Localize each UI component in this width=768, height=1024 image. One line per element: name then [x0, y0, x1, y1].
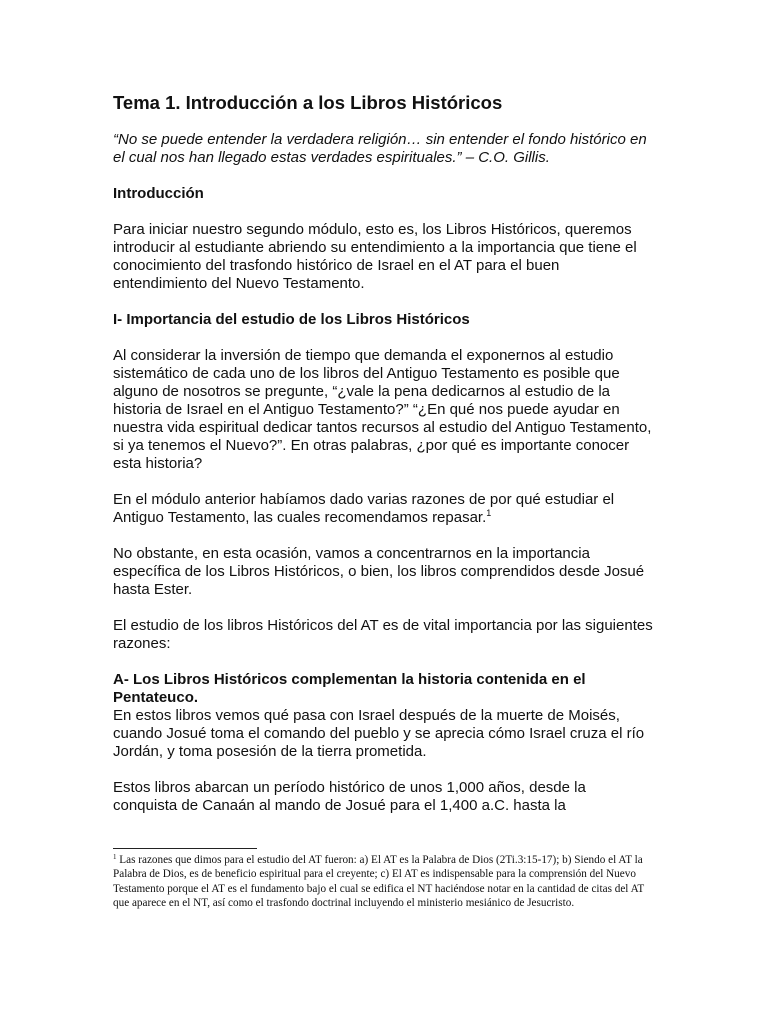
- heading-importancia: I- Importancia del estudio de los Libros Históricos: [113, 311, 470, 328]
- heading-section-a: A- Los Libros Históricos complementan la historia contenida en el Pentateuco.: [113, 671, 586, 706]
- footnote-text: [113, 853, 653, 910]
- footnote-separator: [113, 848, 257, 849]
- footnote-body: Las razones que dimos para el estudio del AT fueron: a) El AT es la Palabra de Dios (2Ti.3:15-17); b) Siendo el AT la Palabra de Dios, es de beneficio espiritual para el creyente; c) El AT es indispensable para la comprensión del Nuevo Testamento porque el AT es el fundamento bajo el cual se edifica el NT haciéndose notar en la cantidad de citas del AT que aparece en el NT, así como el trasfondo doctrinal incluyendo el ministerio mesiánico de Jesucristo.: [113, 854, 645, 909]
- document-page: [113, 92, 653, 833]
- importancia-paragraph-2-text: En el módulo anterior habíamos dado varias razones de por qué estudiar el Antiguo Testamento, las cuales recomendamos repasar.: [113, 491, 615, 526]
- heading-introduccion: Introducción: [113, 185, 204, 202]
- section-a-paragraph-1: En estos libros vemos qué pasa con Israel después de la muerte de Moisés, cuando Josué toma el comando del pueblo y se aprecia cómo Israel cruza el río Jordán, y toma posesión de la tierra prometida.: [113, 707, 645, 760]
- section-a-paragraph-2: Estos libros abarcan un período histórico de unos 1,000 años, desde la conquista de Canaán al mando de Josué para el 1,400 a.C. hasta la: [113, 779, 586, 814]
- importancia-paragraph-2: [113, 491, 653, 527]
- page-title: Tema 1. Introducción a los Libros Históricos: [113, 92, 503, 113]
- epigraph-quote: “No se puede entender la verdadera religión… sin entender el fondo histórico en el cual nos han llegado estas verdades espirituales.” – C.O. Gillis.: [113, 131, 647, 166]
- footnote-reference[interactable]: 1: [486, 508, 492, 518]
- importancia-paragraph-4: El estudio de los libros Históricos del AT es de vital importancia por las siguientes razones:: [113, 617, 653, 652]
- footnote-marker: 1: [113, 853, 117, 861]
- importancia-paragraph-1: Al considerar la inversión de tiempo que demanda el exponernos al estudio sistemático de cada uno de los libros del Antiguo Testamento es posible que alguno de nosotros se pregunte, “¿vale la pena dedicarnos al estudio de la historia de Israel en el Antiguo Testamento?” “¿En qué nos puede ayudar en nuestra vida espiritual dedicar tantos recursos al estudio del Antiguo Testamento, si ya tenemos el Nuevo?”. En otras palabras, ¿por qué es importante conocer esta historia?: [113, 347, 652, 472]
- importancia-paragraph-3: No obstante, en esta ocasión, vamos a concentrarnos en la importancia específica de los Libros Históricos, o bien, los libros comprendidos desde Josué hasta Ester.: [113, 545, 645, 598]
- intro-paragraph: Para iniciar nuestro segundo módulo, esto es, los Libros Históricos, queremos introducir al estudiante abriendo su entendimiento a la importancia que tiene el conocimiento del trasfondo histórico de Israel en el AT para el buen entendimiento del Nuevo Testamento.: [113, 221, 637, 292]
- footnote-area: [113, 848, 653, 910]
